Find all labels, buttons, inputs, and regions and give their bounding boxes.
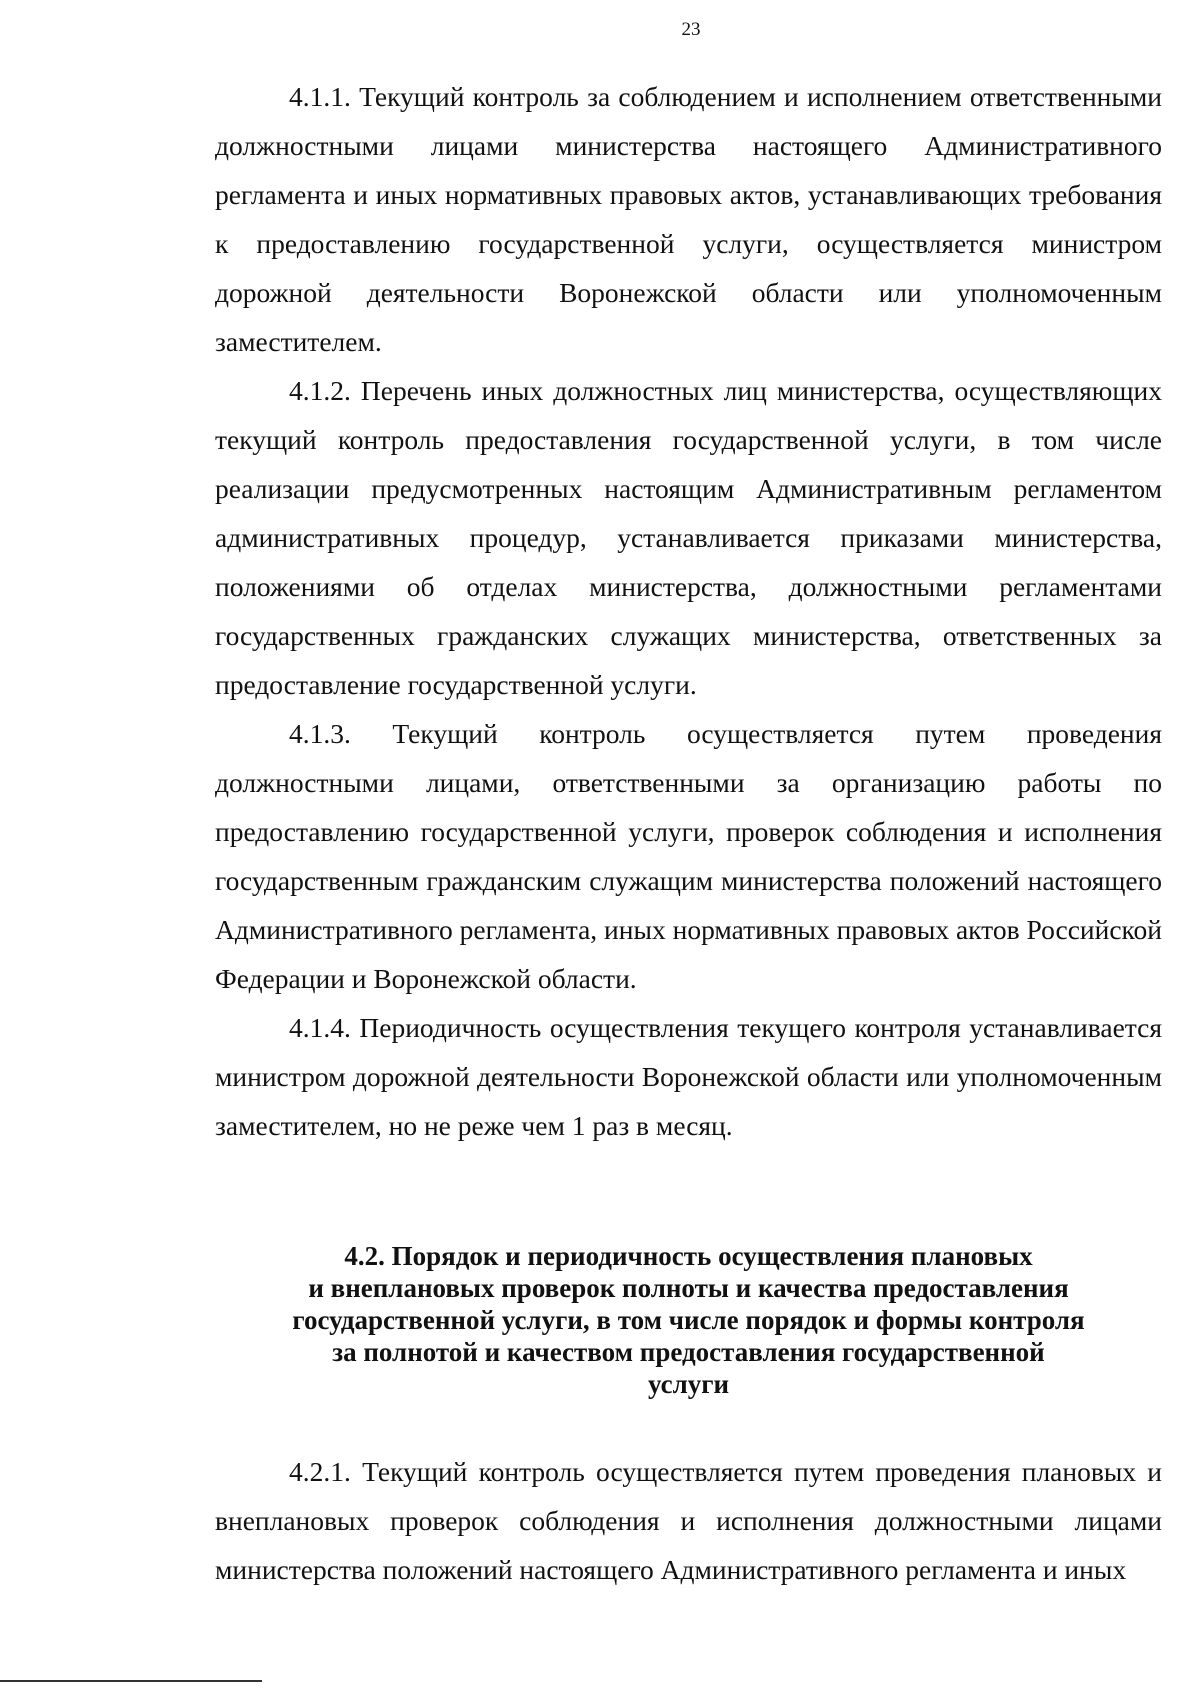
- footer-rule: [0, 1680, 262, 1682]
- heading-line: 4.2. Порядок и периодичность осуществления плановых: [344, 1241, 1033, 1271]
- heading-line: государственной услуги, в том числе порядок и формы контроля: [292, 1305, 1085, 1335]
- paragraph-4-1-4: 4.1.4. Периодичность осуществления текущего контроля устанавливается министром дорожной деятельности Воронежской области или уполномоченным заместителем, но не реже чем 1 раз в месяц.: [215, 1012, 1162, 1141]
- heading-line: и внеплановых проверок полноты и качества предоставления: [308, 1273, 1069, 1303]
- heading-line: услуги: [647, 1369, 730, 1399]
- section-heading-4-2: [215, 1240, 1162, 1400]
- heading-line: за полнотой и качеством предоставления государственной: [332, 1337, 1045, 1367]
- paragraph-4-2-1: 4.2.1. Текущий контроль осуществляется путем проведения плановых и внеплановых проверок соблюдения и исполнения должностными лицами министерства положений настоящего Административного регламента и иных: [215, 1456, 1162, 1585]
- paragraph-4-1-1: 4.1.1. Текущий контроль за соблюдением и исполнением ответственными должностными лицами министерства настоящего Административного регламента и иных нормативных правовых актов, устанавливающих требования к предоставлению государственной услуги, осуществляется министром дорожной деятельности Воронежской области или уполномоченным заместителем.: [215, 81, 1162, 357]
- paragraph-4-1-2: 4.1.2. Перечень иных должностных лиц министерства, осуществляющих текущий контроль предоставления государственной услуги, в том числе реализации предусмотренных настоящим Административным регламентом административных процедур, устанавливается приказами министерства, положениями об отделах министерства, должностными регламентами государственных гражданских служащих министерства, ответственных за предоставление государственной услуги.: [215, 375, 1162, 700]
- section-4-2-body: [215, 1447, 1162, 1594]
- page-number: 23: [681, 19, 701, 40]
- section-4-1-body: [215, 72, 1162, 1150]
- paragraph-4-1-3: 4.1.3. Текущий контроль осуществляется путем проведения должностными лицами, ответственными за организацию работы по предоставлению государственной услуги, проверок соблюдения и исполнения государственным гражданским служащим министерства положений настоящего Административного регламента, иных нормативных правовых актов Российской Федерации и Воронежской области.: [215, 718, 1162, 994]
